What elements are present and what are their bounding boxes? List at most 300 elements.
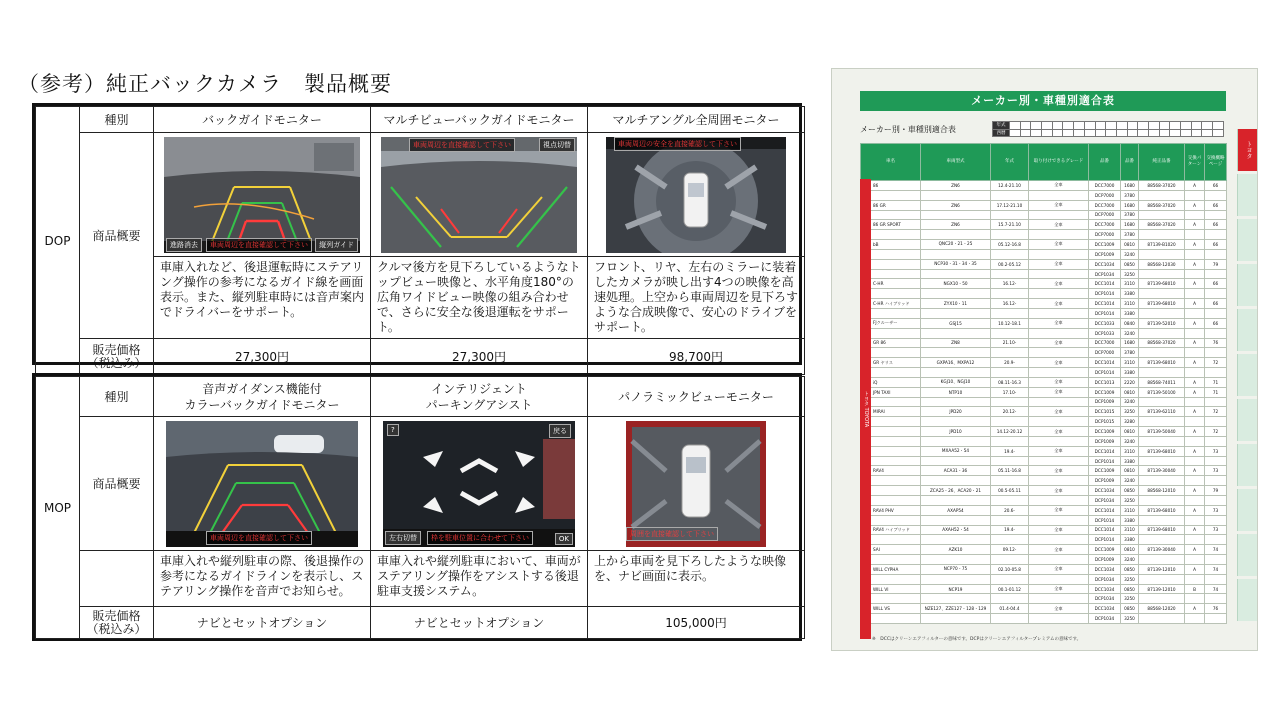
table-cell: NTP10 (921, 387, 991, 397)
maker-label-toyota: トヨタ TOYOTA (860, 179, 871, 639)
table-cell: 0850 (1121, 604, 1139, 614)
table-cell (1185, 496, 1205, 506)
side-tab (1237, 399, 1257, 441)
year-strip (992, 121, 1224, 137)
table-row (861, 614, 1227, 624)
table-cell (1185, 476, 1205, 486)
table-cell: 66 (1205, 299, 1227, 309)
table-cell (1205, 289, 1227, 299)
table-cell (1205, 535, 1227, 545)
product-name: マルチアングル全周囲モニター (588, 107, 805, 133)
table-cell: A (1185, 358, 1205, 368)
table-cell (1139, 190, 1185, 200)
table-cell: 76 (1205, 338, 1227, 348)
table-cell (1139, 456, 1185, 466)
table-cell: DCC1009 (1089, 427, 1121, 437)
table-cell: A (1185, 545, 1205, 555)
table-cell: A (1185, 387, 1205, 397)
table-cell (991, 476, 1029, 486)
table-row (861, 240, 1227, 250)
table-cell: 87139-50100 (1139, 387, 1185, 397)
table-cell: 3240 (1121, 397, 1139, 407)
price-label: 販売価格 （税込み） (80, 339, 154, 375)
col-header: 交換概略ページ (1205, 144, 1227, 181)
overview-label: 商品概要 (80, 417, 154, 551)
table-cell (1185, 417, 1205, 427)
table-cell (921, 417, 991, 427)
table-cell: WILL CYPHA (861, 564, 921, 574)
table-cell: DCP1009 (1089, 397, 1121, 407)
table-cell (1139, 249, 1185, 259)
table-row (861, 200, 1227, 210)
table-cell: 87139-68010 (1139, 446, 1185, 456)
table-row (861, 535, 1227, 545)
table-row (861, 407, 1227, 417)
year-label: 年式 (993, 122, 1010, 130)
table-row (861, 338, 1227, 348)
side-tab (1237, 264, 1257, 306)
table-cell: 3110 (1121, 505, 1139, 515)
table-cell: 3110 (1121, 358, 1139, 368)
table-cell (1029, 456, 1089, 466)
table-cell: 05.11-16.8 (991, 466, 1029, 476)
table-cell (991, 555, 1029, 565)
table-cell (921, 436, 991, 446)
table-cell: DCP1014 (1089, 289, 1121, 299)
table-cell (1029, 417, 1089, 427)
table-cell: 1680 (1121, 181, 1139, 191)
product-name: パノラミックビューモニター (588, 377, 805, 417)
table-cell (1205, 328, 1227, 338)
table-cell (1205, 574, 1227, 584)
table-cell: 1680 (1121, 200, 1139, 210)
table-cell (1205, 249, 1227, 259)
table-cell: 09.12- (991, 545, 1029, 555)
dop-label: DOP (36, 107, 80, 375)
table-cell: 20.9- (991, 358, 1029, 368)
table-cell: A (1185, 407, 1205, 417)
table-cell (921, 496, 991, 506)
table-cell: DCC7000 (1089, 338, 1121, 348)
table-cell: A (1185, 259, 1205, 269)
product-price: ナビとセットオプション (154, 607, 371, 639)
table-cell: DCC1009 (1089, 545, 1121, 555)
table-row (861, 427, 1227, 437)
table-cell: 21.10- (991, 338, 1029, 348)
table-row (861, 368, 1227, 378)
table-cell (1139, 594, 1185, 604)
table-cell (1029, 614, 1089, 624)
table-cell: DCP1009 (1089, 555, 1121, 565)
table-cell (1139, 348, 1185, 358)
table-cell: MIRAI (861, 407, 921, 417)
table-cell: GXPA16、MXPA12 (921, 358, 991, 368)
table-cell (1205, 417, 1227, 427)
table-cell (991, 515, 1029, 525)
col-header: 年式 (991, 144, 1029, 181)
table-cell (1185, 190, 1205, 200)
table-cell: 71 (1205, 377, 1227, 387)
table-cell (991, 269, 1029, 279)
table-cell (991, 535, 1029, 545)
table-cell: 00.1-01.12 (991, 584, 1029, 594)
table-cell: 88568-37020 (1139, 181, 1185, 191)
table-cell: 0810 (1121, 387, 1139, 397)
table-cell: GSJ15 (921, 318, 991, 328)
table-cell: DCC1015 (1089, 407, 1121, 417)
table-cell (1185, 348, 1205, 358)
table-cell: A (1185, 525, 1205, 535)
table-cell (1185, 269, 1205, 279)
table-cell: DCP1009 (1089, 476, 1121, 486)
table-cell (921, 328, 991, 338)
price-label: 販売価格 （税込み） (80, 607, 154, 639)
table-cell: 20.12- (991, 407, 1029, 417)
table-cell: 3240 (1121, 328, 1139, 338)
osd-button: 縦列ガイド (315, 238, 358, 252)
table-cell: DCP1034 (1089, 614, 1121, 624)
table-cell (1029, 535, 1089, 545)
table-cell: DCP1033 (1089, 328, 1121, 338)
table-cell: 0850 (1121, 564, 1139, 574)
table-cell: 全車 (1029, 240, 1089, 250)
col-header: 純正品番 (1139, 144, 1185, 181)
table-cell: 05.12-16.8 (991, 240, 1029, 250)
table-cell: SAI (861, 545, 921, 555)
table-cell (991, 190, 1029, 200)
table-row (861, 318, 1227, 328)
table-cell: A (1185, 318, 1205, 328)
table-cell (1185, 515, 1205, 525)
table-row (861, 574, 1227, 584)
table-cell: JPD10 (921, 427, 991, 437)
table-cell: 全車 (1029, 358, 1089, 368)
table-cell (991, 397, 1029, 407)
table-cell (1029, 397, 1089, 407)
table-cell: 86 GR SPORT (861, 220, 921, 230)
table-cell (991, 308, 1029, 318)
table-cell: 3780 (1121, 190, 1139, 200)
table-cell: 3380 (1121, 289, 1139, 299)
compatibility-catalog-page (831, 68, 1258, 651)
table-cell (1205, 210, 1227, 220)
table-cell: 88568-37020 (1139, 220, 1185, 230)
table-cell: DCC1013 (1089, 377, 1121, 387)
osd-button: 進路消去 (166, 238, 202, 252)
table-cell: 0810 (1121, 466, 1139, 476)
table-cell (1029, 496, 1089, 506)
table-cell (1029, 328, 1089, 338)
table-row (861, 486, 1227, 496)
table-cell (1029, 269, 1089, 279)
table-cell (1205, 594, 1227, 604)
table-cell: AZK10 (921, 545, 991, 555)
table-cell: 66 (1205, 220, 1227, 230)
table-cell (991, 594, 1029, 604)
table-cell: 12.4-21.10 (991, 181, 1029, 191)
table-cell: 3110 (1121, 279, 1139, 289)
help-button: ? (387, 424, 399, 436)
col-header: 車両型式 (921, 144, 991, 181)
table-cell: NGX10・50 (921, 279, 991, 289)
table-cell (921, 574, 991, 584)
table-cell: 0850 (1121, 584, 1139, 594)
product-price: 98,700円 (588, 339, 805, 375)
table-cell: WILL VI (861, 584, 921, 594)
col-header: 取り付けできるグレード (1029, 144, 1089, 181)
table-cell (921, 210, 991, 220)
back-button: 戻る (549, 424, 571, 438)
table-cell: DCP1014 (1089, 515, 1121, 525)
table-cell: 全車 (1029, 200, 1089, 210)
table-cell: DCC1014 (1089, 279, 1121, 289)
table-cell: 66 (1205, 181, 1227, 191)
table-cell (991, 210, 1029, 220)
table-cell (1139, 476, 1185, 486)
table-cell: DCC1034 (1089, 584, 1121, 594)
table-cell (1029, 574, 1089, 584)
table-row (861, 210, 1227, 220)
table-cell: A (1185, 377, 1205, 387)
table-cell: 86 (861, 181, 921, 191)
table-cell: 88568-12020 (1139, 604, 1185, 614)
table-cell: A (1185, 338, 1205, 348)
table-cell (921, 555, 991, 565)
table-cell (991, 230, 1029, 240)
product-name: バックガイドモニター (154, 107, 371, 133)
table-cell: 19.4- (991, 446, 1029, 456)
table-cell: 00.5-05.11 (991, 486, 1029, 496)
table-cell: 全車 (1029, 564, 1089, 574)
table-cell: A (1185, 564, 1205, 574)
table-cell (1139, 535, 1185, 545)
table-cell (1139, 436, 1185, 446)
table-cell: 73 (1205, 525, 1227, 535)
table-row (861, 496, 1227, 506)
table-cell: ZN6 (921, 220, 991, 230)
table-cell: FJクルーザー (861, 318, 921, 328)
table-cell: 73 (1205, 466, 1227, 476)
table-cell: DCC1014 (1089, 358, 1121, 368)
kind-label: 種別 (80, 377, 154, 417)
table-cell: A (1185, 604, 1205, 614)
table-cell: A (1185, 240, 1205, 250)
table-cell: RAV4 PHV (861, 505, 921, 515)
table-cell: ZN6 (921, 200, 991, 210)
table-cell: 79 (1205, 486, 1227, 496)
table-cell: 全車 (1029, 525, 1089, 535)
table-row (861, 230, 1227, 240)
table-cell (921, 308, 991, 318)
product-description: 車庫入れなど、後退運転時にステアリング操作の参考になるガイド線を画面表示。また、縦列駐車時には音声案内でドライバーをサポート。 (154, 257, 371, 339)
table-cell: bB (861, 240, 921, 250)
side-tabs (1237, 129, 1257, 624)
table-cell (1139, 308, 1185, 318)
table-cell: 0850 (1121, 259, 1139, 269)
table-cell: DCC7000 (1089, 220, 1121, 230)
table-cell: 3380 (1121, 308, 1139, 318)
table-cell: 3380 (1121, 515, 1139, 525)
table-cell: 16.12- (991, 299, 1029, 309)
table-cell (921, 230, 991, 240)
table-cell: A (1185, 181, 1205, 191)
table-cell (1029, 348, 1089, 358)
osd-warning: 車両周辺の安全を直接確認して下さい (614, 137, 741, 151)
table-cell (1029, 368, 1089, 378)
table-cell: 87139-30040 (1139, 545, 1185, 555)
mop-table (32, 373, 802, 641)
table-cell: 全車 (1029, 387, 1089, 397)
table-cell (1205, 436, 1227, 446)
side-tab (1237, 354, 1257, 396)
table-cell: 72 (1205, 358, 1227, 368)
side-tab (1237, 489, 1257, 531)
table-cell: C-HR ハイブリッド (861, 299, 921, 309)
table-cell: B (1185, 584, 1205, 594)
table-cell (1205, 269, 1227, 279)
table-cell (1139, 515, 1185, 525)
side-tab-toyota: トヨタ (1237, 129, 1258, 171)
table-cell (921, 348, 991, 358)
table-cell: 76 (1205, 604, 1227, 614)
table-cell (1205, 368, 1227, 378)
table-cell (1185, 230, 1205, 240)
camera-image-parking-assist (383, 421, 575, 547)
product-price: 27,300円 (371, 339, 588, 375)
table-cell (1139, 289, 1185, 299)
table-row (861, 466, 1227, 476)
table-cell (1185, 210, 1205, 220)
kind-label: 種別 (80, 107, 154, 133)
product-price: 27,300円 (154, 339, 371, 375)
catalog-footnote: ※ DCCはクリーンエアフィルターの意味です。DCPはクリーンエアフィルタープレミアムの意味です。 (872, 637, 1082, 642)
table-cell: 87139-68010 (1139, 525, 1185, 535)
product-price: ナビとセットオプション (371, 607, 588, 639)
table-cell: NCP30・31・34・35 (921, 259, 991, 269)
table-cell: DCP1009 (1089, 249, 1121, 259)
table-cell: 73 (1205, 446, 1227, 456)
table-cell: A (1185, 200, 1205, 210)
side-tab (1237, 309, 1257, 351)
table-cell (921, 515, 991, 525)
table-cell (991, 289, 1029, 299)
table-cell: DCC1014 (1089, 525, 1121, 535)
osd-warning: 枠を駐車位置に合わせて下さい (427, 531, 533, 545)
table-cell: 74 (1205, 545, 1227, 555)
table-row (861, 358, 1227, 368)
table-row (861, 181, 1227, 191)
table-cell: 17.10- (991, 387, 1029, 397)
table-cell: 0840 (1121, 318, 1139, 328)
col-header: 品番 (1089, 144, 1121, 181)
table-cell (921, 368, 991, 378)
table-cell: RAV4 (861, 466, 921, 476)
table-cell: DCC1034 (1089, 564, 1121, 574)
table-cell: DCP7000 (1089, 190, 1121, 200)
table-row (861, 515, 1227, 525)
table-row (861, 328, 1227, 338)
table-cell: DCC7000 (1089, 200, 1121, 210)
table-cell: DCC1033 (1089, 318, 1121, 328)
table-cell: iQ (861, 377, 921, 387)
ok-button: OK (555, 533, 573, 545)
table-cell (1029, 555, 1089, 565)
table-cell: 3240 (1121, 249, 1139, 259)
table-cell (1185, 555, 1205, 565)
table-cell: ZN8 (921, 338, 991, 348)
table-cell (1185, 436, 1205, 446)
table-cell: KGJ10、NGJ10 (921, 377, 991, 387)
table-cell: 79 (1205, 259, 1227, 269)
table-cell (921, 594, 991, 604)
table-cell: 全車 (1029, 220, 1089, 230)
table-cell: 全車 (1029, 446, 1089, 456)
table-cell: A (1185, 446, 1205, 456)
table-row (861, 417, 1227, 427)
table-cell: 87139-30040 (1139, 466, 1185, 476)
table-cell (921, 249, 991, 259)
table-row (861, 299, 1227, 309)
table-cell: 19.4- (991, 525, 1029, 535)
table-cell (1029, 476, 1089, 486)
table-cell (1185, 535, 1205, 545)
table-row (861, 436, 1227, 446)
product-description: 上から車両を見下ろしたような映像を、ナビ画面に表示。 (588, 551, 805, 607)
table-cell: DCP1034 (1089, 594, 1121, 604)
table-cell: 全車 (1029, 377, 1089, 387)
table-cell: DCP1014 (1089, 456, 1121, 466)
table-cell: 全車 (1029, 486, 1089, 496)
table-cell (1139, 417, 1185, 427)
table-cell (1029, 210, 1089, 220)
table-cell: DCP1009 (1089, 436, 1121, 446)
table-cell: 3110 (1121, 525, 1139, 535)
table-cell (1139, 368, 1185, 378)
table-cell: DCC1009 (1089, 466, 1121, 476)
table-cell: DCP1034 (1089, 269, 1121, 279)
table-cell (1139, 496, 1185, 506)
table-cell: 87139-68010 (1139, 358, 1185, 368)
side-tab (1237, 444, 1257, 486)
table-cell: 01.4-04.4 (991, 604, 1029, 614)
page-title: （参考）純正バックカメラ 製品概要 (18, 72, 392, 96)
table-cell: A (1185, 220, 1205, 230)
table-cell: DCP1014 (1089, 535, 1121, 545)
table-cell: C-HR (861, 279, 921, 289)
table-cell (1185, 614, 1205, 624)
catalog-subtitle: メーカー別・車種別適合表 (860, 125, 956, 134)
table-cell: 20.6- (991, 505, 1029, 515)
year-label: 西暦 (993, 129, 1010, 137)
table-row (861, 594, 1227, 604)
table-row (861, 476, 1227, 486)
camera-image-back-guide (164, 137, 360, 253)
table-cell: 0810 (1121, 545, 1139, 555)
table-cell: 66 (1205, 200, 1227, 210)
table-cell: ZYX10・11 (921, 299, 991, 309)
table-cell (1185, 456, 1205, 466)
table-cell: A (1185, 299, 1205, 309)
table-row (861, 289, 1227, 299)
table-cell (1029, 308, 1089, 318)
table-row (861, 190, 1227, 200)
table-row (861, 348, 1227, 358)
osd-button: 視点切替 (539, 138, 575, 152)
table-cell: 全車 (1029, 427, 1089, 437)
table-cell: DCC1009 (1089, 240, 1121, 250)
table-cell: AXAH52・54 (921, 525, 991, 535)
table-cell: 2220 (1121, 377, 1139, 387)
